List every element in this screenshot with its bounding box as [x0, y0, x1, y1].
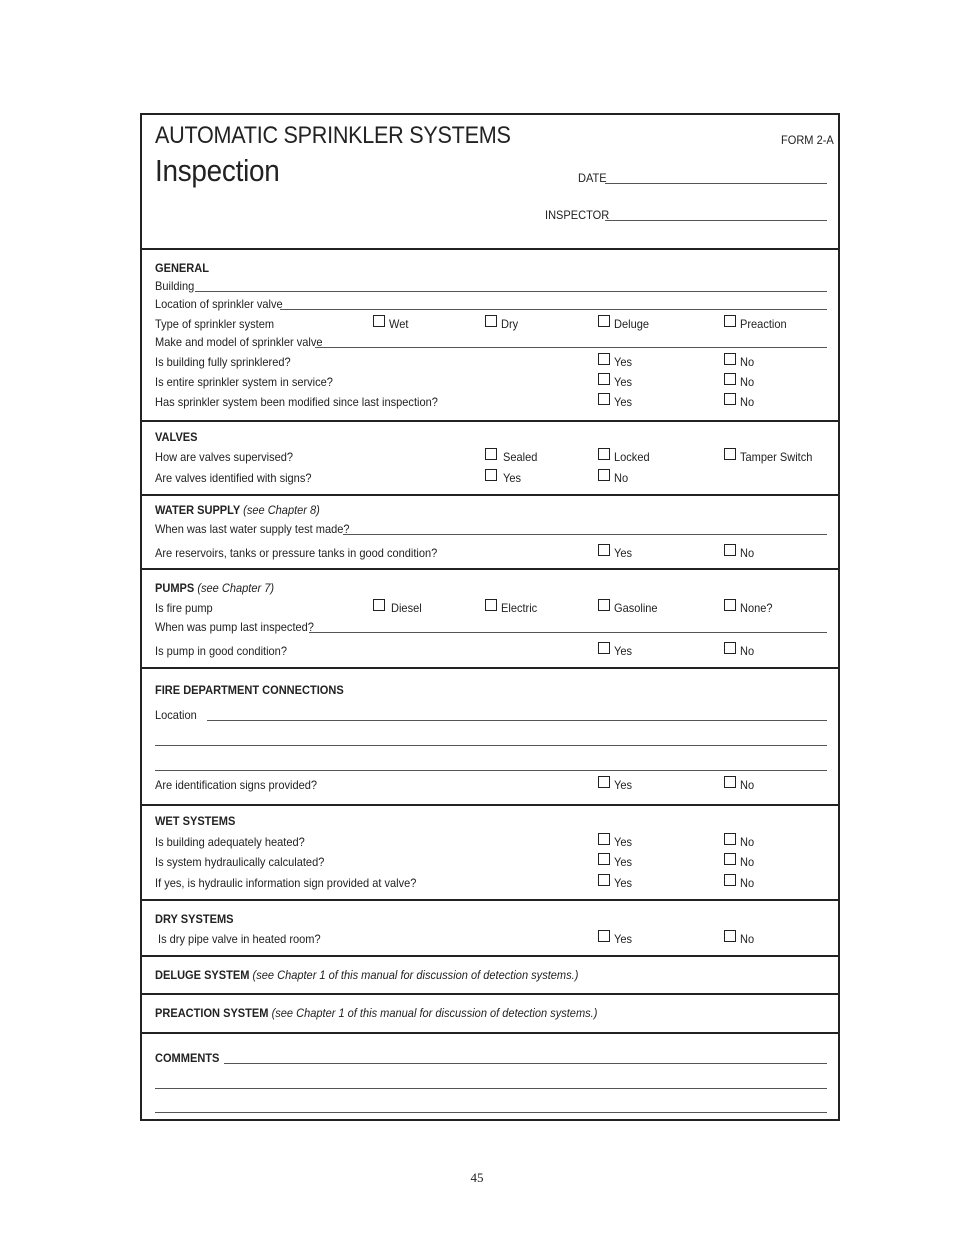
dry-systems-heading: DRY SYSTEMS — [155, 912, 234, 926]
section-divider — [142, 667, 838, 669]
deluge-checkbox[interactable] — [598, 315, 610, 327]
gasoline-label: Gasoline — [614, 601, 658, 615]
hydraulic-no-checkbox[interactable] — [724, 853, 736, 865]
dry-checkbox[interactable] — [485, 315, 497, 327]
yes-label: Yes — [614, 355, 633, 369]
inspection-form — [140, 113, 840, 1121]
sealed-label: Sealed — [503, 450, 538, 464]
fdc-heading: FIRE DEPARTMENT CONNECTIONS — [155, 683, 344, 697]
hydraulic-sign-yes-checkbox[interactable] — [598, 874, 610, 886]
general-heading: GENERAL — [155, 261, 209, 275]
comments-heading: COMMENTS — [155, 1051, 220, 1065]
no-label: No — [740, 546, 755, 560]
diesel-checkbox[interactable] — [373, 599, 385, 611]
fire-pump-question: Is fire pump — [155, 601, 213, 615]
yes-label: Yes — [614, 835, 633, 849]
in-service-question: Is entire sprinkler system in service? — [155, 375, 333, 389]
water-supply-note: (see Chapter 8) — [243, 503, 320, 517]
fully-sprinklered-question: Is building fully sprinklered? — [155, 355, 291, 369]
yes-label: Yes — [614, 855, 633, 869]
tamper-switch-checkbox[interactable] — [724, 448, 736, 460]
hydraulic-question: Is system hydraulically calculated? — [155, 855, 325, 869]
valves-signs-no-checkbox[interactable] — [598, 469, 610, 481]
tamper-switch-label: Tamper Switch — [740, 450, 813, 464]
heated-yes-checkbox[interactable] — [598, 833, 610, 845]
valves-signs-question: Are valves identified with signs? — [155, 471, 312, 485]
yes-label: Yes — [614, 876, 633, 890]
modified-question: Has sprinkler system been modified since last inspection? — [155, 395, 438, 409]
section-divider — [142, 993, 838, 995]
preaction-heading — [155, 1006, 597, 1020]
yes-label: Yes — [614, 644, 633, 658]
wet-checkbox[interactable] — [373, 315, 385, 327]
form-id: FORM 2-A — [781, 133, 834, 147]
date-field[interactable] — [605, 183, 827, 184]
heated-no-checkbox[interactable] — [724, 833, 736, 845]
hydraulic-sign-no-checkbox[interactable] — [724, 874, 736, 886]
electric-label: Electric — [501, 601, 538, 615]
section-divider — [142, 568, 838, 570]
modified-no-checkbox[interactable] — [724, 393, 736, 405]
no-label: No — [740, 778, 755, 792]
fully-sprinklered-yes-checkbox[interactable] — [598, 353, 610, 365]
deluge-note: (see Chapter 1 of this manual for discussion of detection systems.) — [252, 968, 579, 982]
section-divider — [142, 899, 838, 901]
section-divider — [142, 804, 838, 806]
yes-label: Yes — [614, 932, 633, 946]
no-label: No — [740, 395, 755, 409]
sealed-checkbox[interactable] — [485, 448, 497, 460]
fdc-location-field[interactable] — [207, 720, 827, 721]
water-supply-heading — [155, 503, 320, 517]
preaction-option-label: Preaction — [740, 317, 787, 331]
fdc-signs-yes-checkbox[interactable] — [598, 776, 610, 788]
valves-signs-yes-checkbox[interactable] — [485, 469, 497, 481]
page-number: 45 — [470, 1170, 484, 1185]
preaction-title: PREACTION SYSTEM — [155, 1006, 269, 1020]
no-label: No — [740, 835, 755, 849]
deluge-heading — [155, 968, 578, 982]
no-label: No — [740, 855, 755, 869]
make-model-label: Make and model of sprinkler valve — [155, 335, 323, 349]
comments-field-line2[interactable] — [155, 1088, 827, 1089]
preaction-note: (see Chapter 1 of this manual for discussion of detection systems.) — [271, 1006, 598, 1020]
preaction-checkbox[interactable] — [724, 315, 736, 327]
valves-heading: VALVES — [155, 430, 198, 444]
fdc-signs-no-checkbox[interactable] — [724, 776, 736, 788]
fdc-location-label: Location — [155, 708, 197, 722]
inspector-field[interactable] — [605, 220, 827, 221]
in-service-no-checkbox[interactable] — [724, 373, 736, 385]
pumps-note: (see Chapter 7) — [197, 581, 275, 595]
gasoline-checkbox[interactable] — [598, 599, 610, 611]
tanks-condition-yes-checkbox[interactable] — [598, 544, 610, 556]
fdc-location-field-line2[interactable] — [155, 745, 827, 746]
building-field[interactable] — [195, 291, 827, 292]
hydraulic-yes-checkbox[interactable] — [598, 853, 610, 865]
locked-label: Locked — [614, 450, 650, 464]
heated-room-no-checkbox[interactable] — [724, 930, 736, 942]
comments-field[interactable] — [224, 1063, 827, 1064]
modified-yes-checkbox[interactable] — [598, 393, 610, 405]
diesel-label: Diesel — [391, 601, 422, 615]
pumps-title: PUMPS — [155, 581, 195, 595]
date-label: DATE — [578, 171, 607, 185]
pump-last-inspected-question: When was pump last inspected? — [155, 620, 314, 634]
none-checkbox[interactable] — [724, 599, 736, 611]
no-label: No — [740, 355, 755, 369]
hydraulic-sign-question: If yes, is hydraulic information sign provided at valve? — [155, 876, 417, 890]
make-model-field[interactable] — [315, 347, 827, 348]
no-label: No — [740, 932, 755, 946]
section-divider — [142, 494, 838, 496]
pump-condition-question: Is pump in good condition? — [155, 644, 287, 658]
tanks-condition-no-checkbox[interactable] — [724, 544, 736, 556]
section-divider — [142, 420, 838, 422]
section-divider — [142, 248, 838, 250]
locked-checkbox[interactable] — [598, 448, 610, 460]
form-title: AUTOMATIC SPRINKLER SYSTEMS — [155, 122, 511, 149]
pump-condition-yes-checkbox[interactable] — [598, 642, 610, 654]
section-divider — [142, 955, 838, 957]
deluge-title: DELUGE SYSTEM — [155, 968, 250, 982]
no-label: No — [740, 644, 755, 658]
comments-field-line3[interactable] — [155, 1112, 827, 1113]
pump-condition-no-checkbox[interactable] — [724, 642, 736, 654]
pump-last-inspected-field[interactable] — [309, 632, 827, 633]
form-subtitle: Inspection — [155, 153, 280, 188]
heated-question: Is building adequately heated? — [155, 835, 305, 849]
pumps-heading — [155, 581, 274, 595]
electric-checkbox[interactable] — [485, 599, 497, 611]
valve-location-label: Location of sprinkler valve — [155, 297, 283, 311]
wet-systems-heading: WET SYSTEMS — [155, 814, 236, 828]
fdc-signs-question: Are identification signs provided? — [155, 778, 318, 792]
wet-option-label: Wet — [389, 317, 409, 331]
yes-label: Yes — [614, 395, 633, 409]
valve-location-field[interactable] — [280, 309, 827, 310]
system-type-label: Type of sprinkler system — [155, 317, 275, 331]
no-label: No — [740, 375, 755, 389]
fully-sprinklered-no-checkbox[interactable] — [724, 353, 736, 365]
yes-label: Yes — [614, 546, 633, 560]
water-supply-title: WATER SUPPLY — [155, 503, 241, 517]
yes-label: Yes — [503, 471, 522, 485]
dry-option-label: Dry — [501, 317, 519, 331]
yes-label: Yes — [614, 778, 633, 792]
none-label: None? — [740, 601, 773, 615]
building-label: Building — [155, 279, 195, 293]
yes-label: Yes — [614, 375, 633, 389]
last-water-test-field[interactable] — [343, 534, 827, 535]
heated-room-yes-checkbox[interactable] — [598, 930, 610, 942]
inspector-label: INSPECTOR — [545, 208, 610, 222]
fdc-location-field-line3[interactable] — [155, 770, 827, 771]
tanks-condition-question: Are reservoirs, tanks or pressure tanks in good condition? — [155, 546, 438, 560]
valves-supervised-question: How are valves supervised? — [155, 450, 294, 464]
no-label: No — [614, 471, 629, 485]
no-label: No — [740, 876, 755, 890]
heated-room-question: Is dry pipe valve in heated room? — [158, 932, 321, 946]
last-water-test-question: When was last water supply test made? — [155, 522, 350, 536]
section-divider — [142, 1032, 838, 1034]
in-service-yes-checkbox[interactable] — [598, 373, 610, 385]
deluge-option-label: Deluge — [614, 317, 649, 331]
